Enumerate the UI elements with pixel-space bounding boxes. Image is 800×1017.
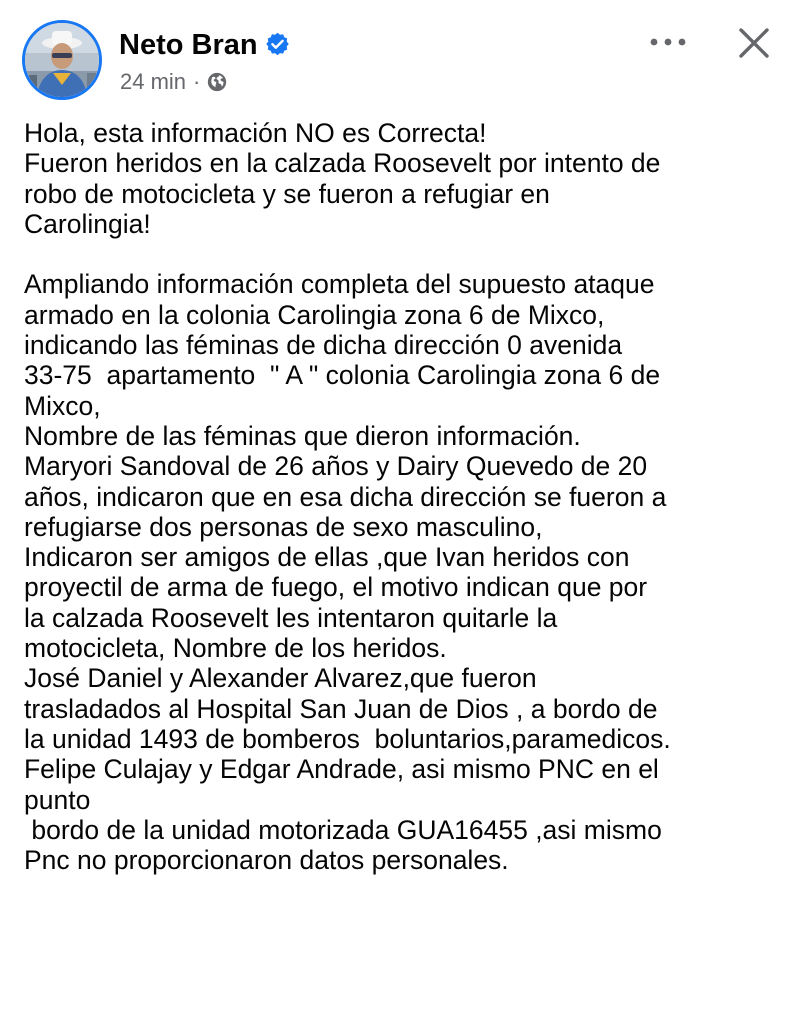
more-options-icon[interactable] xyxy=(642,32,694,52)
verified-badge-icon xyxy=(264,31,291,58)
post-text-line: indicando las féminas de dicha dirección 0 avenida xyxy=(24,330,623,361)
globe-icon xyxy=(206,71,228,93)
post-text-line xyxy=(24,239,784,269)
post-text-line: 33-75 apartamento " A " colonia Carolingia zona 6 de xyxy=(24,360,661,391)
post-text-line: bordo de la unidad motorizada GUA16455 ,asi mismo xyxy=(24,814,662,845)
post-text-line: la calzada Roosevelt les intentaron quitarle la xyxy=(24,602,558,633)
post-text-line: José Daniel y Alexander Alvarez,que fueron xyxy=(24,663,537,694)
post-text-line: Mixco, xyxy=(24,390,101,421)
author-avatar[interactable] xyxy=(22,20,102,100)
post-text-line: refugiarse dos personas de sexo masculino, xyxy=(24,511,543,542)
author-name[interactable]: Neto Bran xyxy=(119,29,258,61)
close-icon[interactable] xyxy=(737,26,771,60)
meta-separator: · xyxy=(193,69,201,94)
post-text-line: armado en la colonia Carolingia zona 6 de Mixco, xyxy=(24,299,605,330)
post-text-line: robo de motocicleta y se fueron a refugiar en xyxy=(24,178,550,209)
post-text-line: Fueron heridos en la calzada Roosevelt por intento de xyxy=(24,148,661,179)
post-header xyxy=(22,20,782,102)
post-text-line: Nombre de las féminas que dieron información. xyxy=(24,420,581,451)
post-text-line: Ampliando información completa del supuesto ataque xyxy=(24,269,655,300)
post-text-line: Pnc no proporcionaron datos personales. xyxy=(24,845,509,876)
post-text-line: proyectil de arma de fuego, el motivo indican que por xyxy=(24,572,648,603)
post-text-line: motocicleta, Nombre de los heridos. xyxy=(24,633,447,664)
post-text-line: Maryori Sandoval de 26 años y Dairy Quevedo de 20 xyxy=(24,451,648,482)
profile-photo-icon xyxy=(25,23,99,97)
post-text-line: Indicaron ser amigos de ellas ,que Ivan heridos con xyxy=(24,542,630,573)
post-text-line: años, indicaron que en esa dicha dirección se fueron a xyxy=(24,481,667,512)
post-time[interactable]: 24 min xyxy=(120,69,187,94)
post-text-line: punto xyxy=(24,784,91,815)
post-meta xyxy=(120,68,228,96)
post-text-line: Felipe Culajay y Edgar Andrade, asi mismo PNC en el xyxy=(24,754,659,785)
post-text-line: Carolingia! xyxy=(24,208,151,239)
post-text-line: trasladados al Hospital San Juan de Dios , a bordo de xyxy=(24,693,658,724)
post-text-line: Hola, esta información NO es Correcta! xyxy=(24,118,487,148)
post-text-line: la unidad 1493 de bomberos boluntarios,paramedicos. xyxy=(24,723,671,754)
post-text xyxy=(24,118,784,875)
